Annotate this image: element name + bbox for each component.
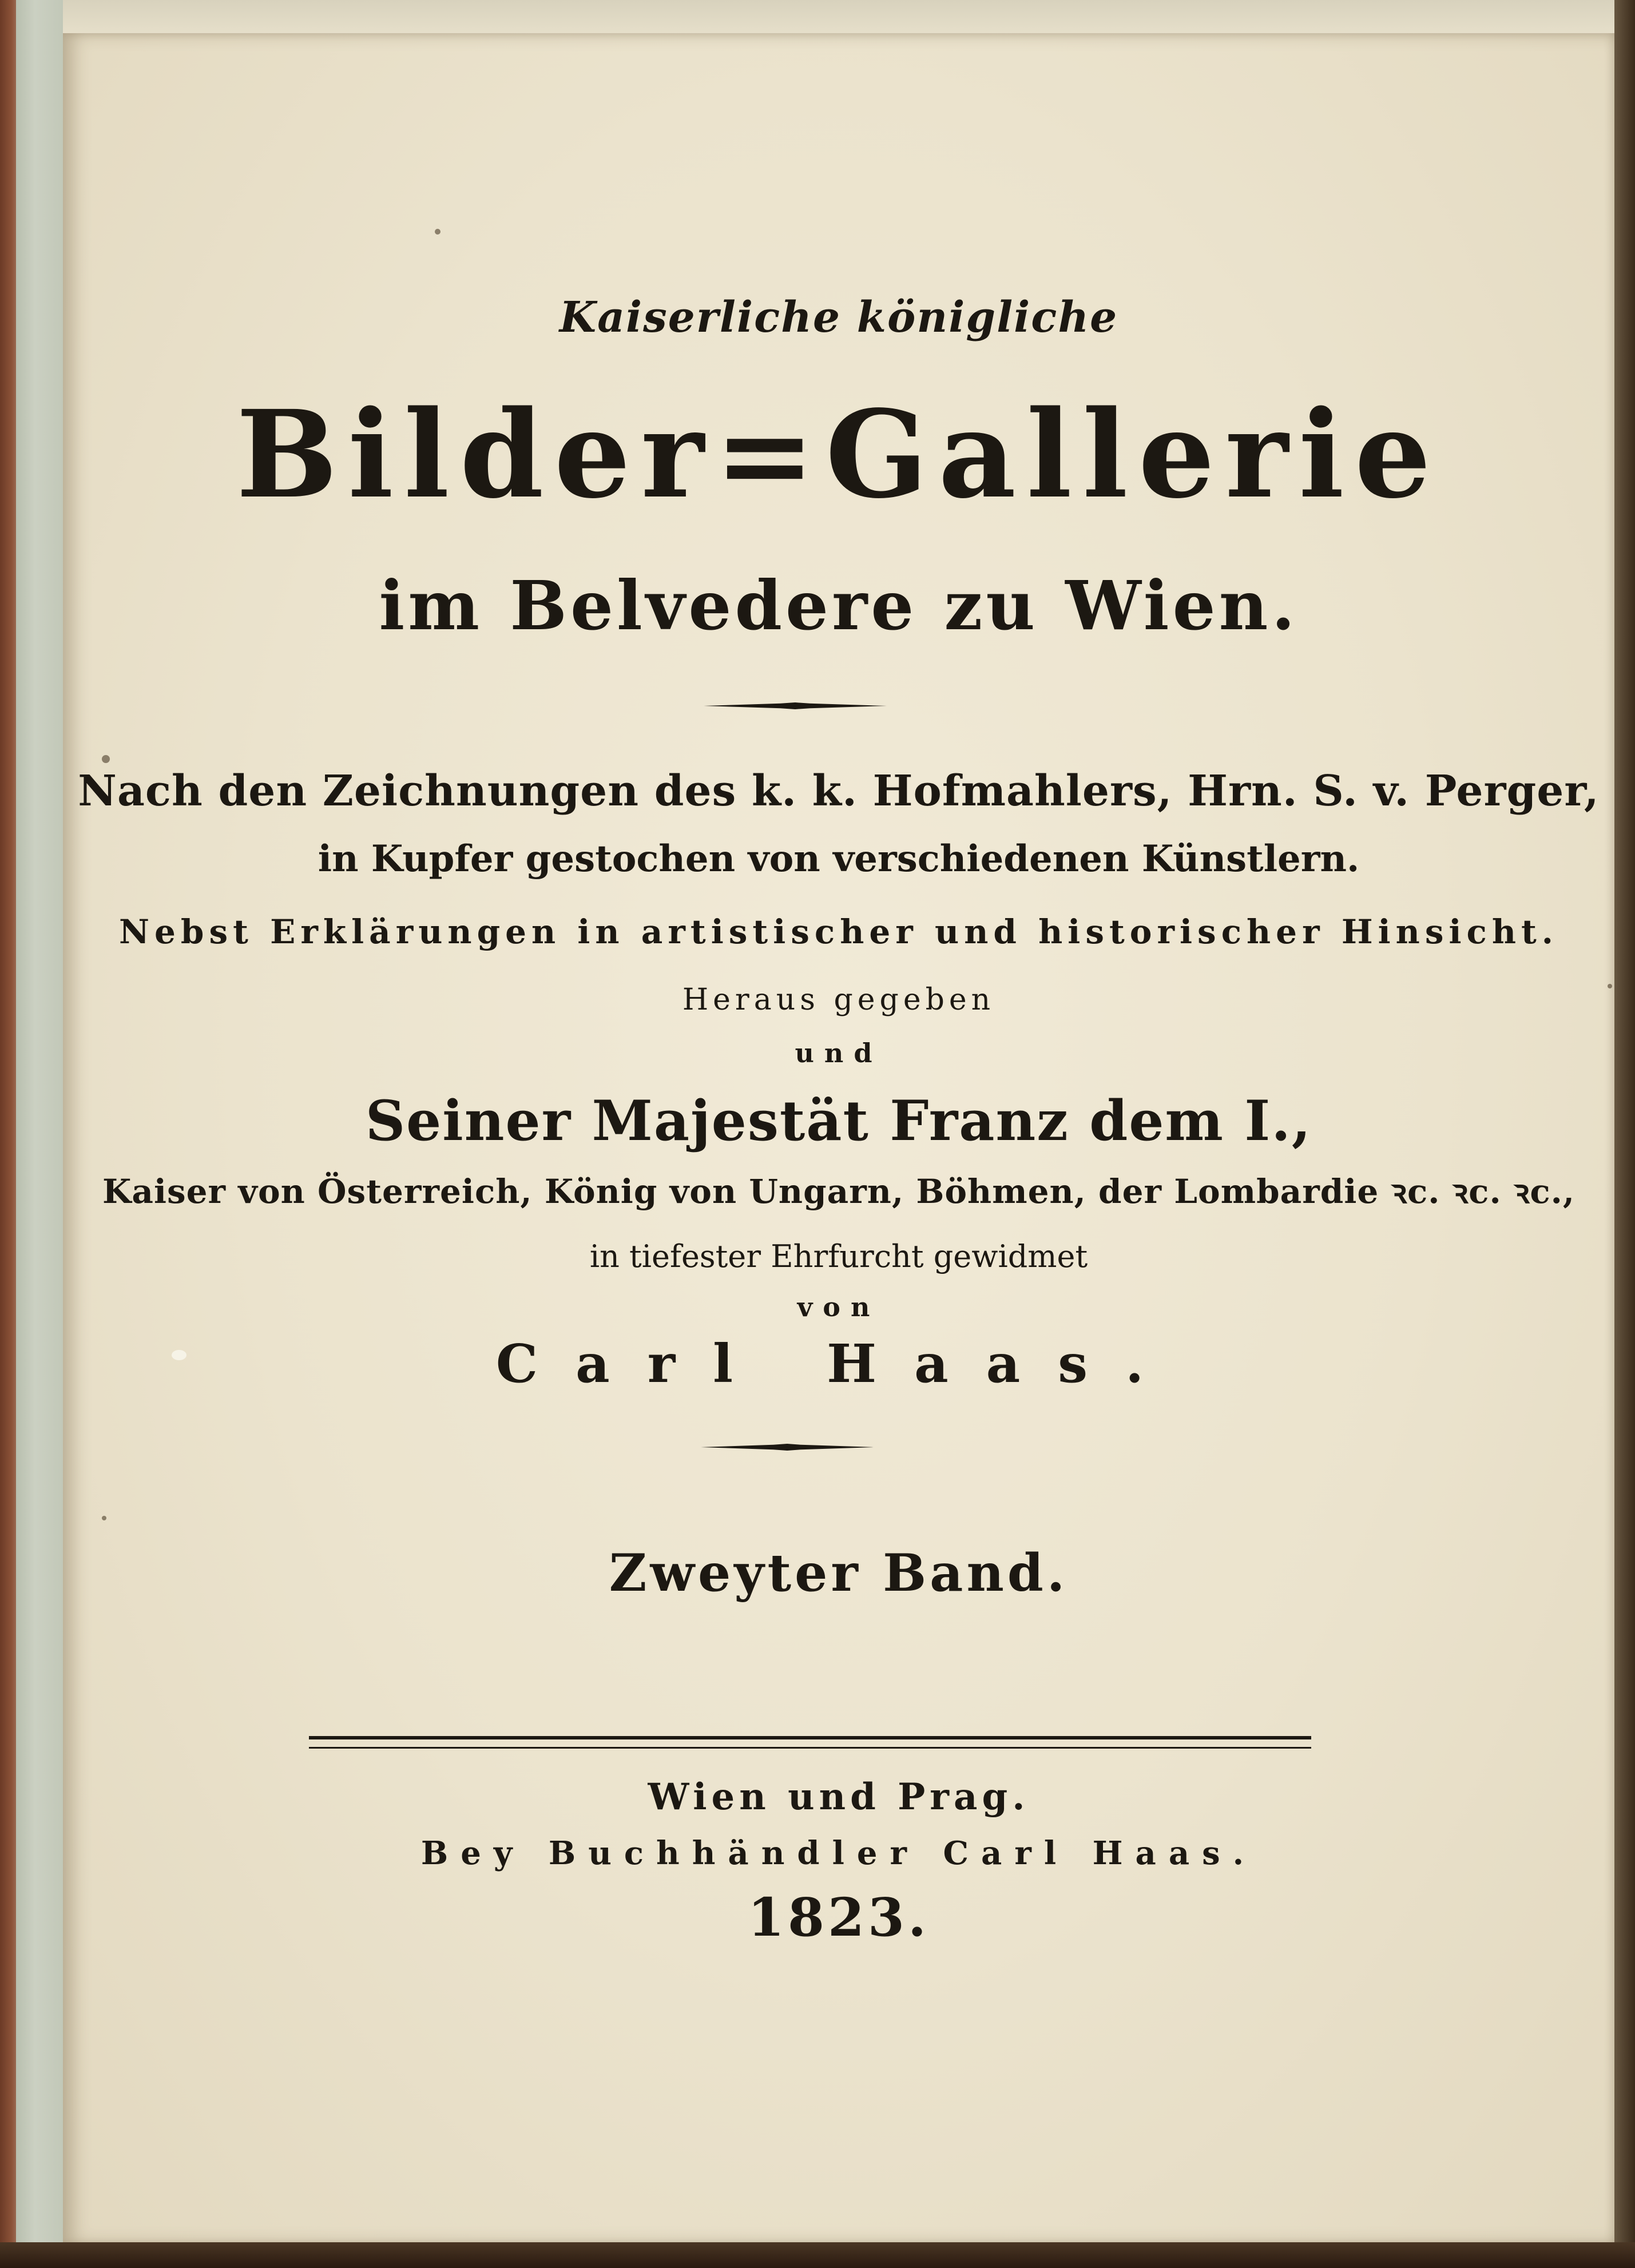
line-engravers: in Kupfer gestochen von verschiedenen Künstlern.	[318, 837, 1360, 880]
paper-speck	[102, 755, 110, 763]
line-von: von	[797, 1292, 880, 1322]
line-drawings-credit: Nach den Zeichnungen des k. k. Hofmahlers, Hrn. S. v. Perger,	[78, 766, 1600, 816]
paper-top-edge	[63, 0, 1614, 34]
line-und: und	[795, 1038, 883, 1069]
dedicatee-name: Seiner Majestät Franz dem I.,	[365, 1089, 1312, 1153]
line-published: Heraus gegeben	[682, 983, 995, 1017]
paper-speck	[102, 1516, 106, 1520]
imprint-year: 1823.	[747, 1886, 930, 1948]
line-explanations: Nebst Erklärungen in artistischer und historischer Hinsicht.	[119, 912, 1558, 951]
line-dedication: in tiefester Ehrfurcht gewidmet	[589, 1238, 1088, 1274]
book-bottom-edge	[0, 2242, 1635, 2268]
page-edge-strip	[16, 0, 65, 2268]
dedicatee-titles: Kaiser von Österreich, König von Ungarn, Böhmen, der Lombardie ꝛc. ꝛc. ꝛc.,	[102, 1172, 1576, 1211]
paper-speck	[435, 229, 441, 235]
author-name: Carl Haas.	[495, 1333, 1182, 1395]
main-title: Bilder=Gallerie	[236, 384, 1442, 525]
double-rule	[309, 1736, 1311, 1749]
imprint-publisher: Bey Buchhändler Carl Haas.	[420, 1834, 1257, 1872]
imprint-place: Wien und Prag.	[648, 1776, 1030, 1818]
book-right-edge	[1613, 0, 1635, 2268]
volume-label: Zweyter Band.	[609, 1543, 1069, 1603]
subtitle: im Belvedere zu Wien.	[379, 566, 1299, 645]
heading-kaiserliche: Kaiserliche königliche	[559, 293, 1118, 342]
